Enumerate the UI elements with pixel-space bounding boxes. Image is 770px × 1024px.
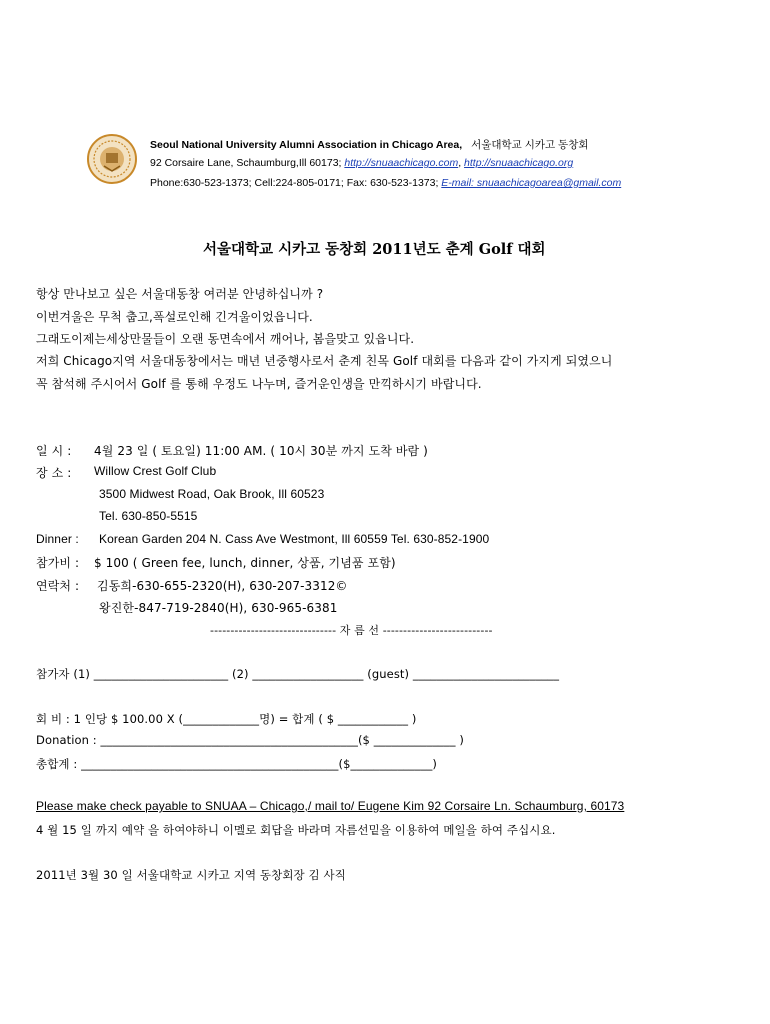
- fee-value: $ 100 ( Green fee, lunch, dinner, 상품, 기념품 포함): [94, 556, 396, 570]
- payable-instructions: Please make check payable to SNUAA – Chicago,/ mail to/ Eugene Kim 92 Corsaire Ln. Schaumburg, 60173: [36, 799, 625, 813]
- total-line: 총합계 : ____________________________________________($______________): [36, 757, 438, 771]
- participants-line: 참가자 (1) _______________________ (2) ___________________ (guest) _________________________: [36, 667, 560, 681]
- intro-line-4: 저희 Chicago지역 서울대동창에서는 매년 년중행사로서 춘계 친목 Golf 대회를 다음과 같이 가지게 되였으니: [36, 354, 613, 368]
- intro-line-5: 꼭 참석해 주시어서 Golf 를 통해 우정도 나누며, 즐거운인생을 만끽하시기 바랍니다.: [36, 377, 482, 391]
- intro-line-1: 항상 만나보고 싶은 서울대동창 여러분 안녕하십니까 ?: [36, 287, 324, 301]
- fee-label: 참가비 :: [36, 556, 80, 570]
- website-link-org[interactable]: http://snuaachicago.org: [464, 157, 574, 169]
- contact-line-2: 왕진한-847-719-2840(H), 630-965-6381: [99, 601, 338, 615]
- org-korean-name: 서울대학교 시카고 동창회: [471, 139, 589, 151]
- header-address-line: [150, 157, 573, 169]
- place-label: 장 소 :: [36, 466, 72, 480]
- place-telephone: Tel. 630-850-5515: [99, 509, 198, 523]
- document-title: 서울대학교 시카고 동창회 2011년도 춘계 Golf 대회: [203, 241, 546, 258]
- dinner-value: Korean Garden 204 N. Cass Ave Westmont, Ill 60559 Tel. 630-852-1900: [99, 532, 490, 546]
- website-link-com[interactable]: http://snuaachicago.com: [344, 157, 459, 169]
- university-seal-logo: [86, 133, 138, 185]
- phone-fax-text: Phone:630-523-1373; Cell:224-805-0171; Fax: 630-523-1373;: [150, 177, 442, 189]
- org-name: Seoul National University Alumni Association in Chicago Area,: [150, 139, 463, 151]
- intro-line-2: 이번겨울은 무척 춥고,폭설로인해 긴겨울이었읍니다.: [36, 310, 313, 324]
- date-value: 4월 23 일 ( 토요일) 11:00 AM. ( 10시 30분 까지 도착 바람 ): [94, 444, 428, 458]
- fee-calc-line: 회 비 : 1 인당 $ 100.00 X (_____________명) = 합계 ( $ ____________ ): [36, 712, 417, 726]
- contact-line-1: 김동희-630-655-2320(H), 630-207-3312©: [97, 579, 348, 593]
- header-contact-line: [150, 177, 621, 189]
- signature-line: 2011년 3월 30 일 서울대학교 시카고 지역 동창회장 김 사직: [36, 868, 346, 882]
- deadline-notice: 4 월 15 일 까지 예약 을 하여야하니 이멜로 회답을 바라며 자름선밑을 이용하여 메일을 하여 주십시요.: [36, 823, 556, 837]
- intro-line-3: 그래도이제는세상만물들이 오랜 동면속에서 깨어나, 봄을맞고 있읍니다.: [36, 332, 415, 346]
- email-link[interactable]: E-mail: snuaachicagoarea@gmail.com: [441, 177, 622, 189]
- address-text: 92 Corsaire Lane, Schaumburg,Ill 60173;: [150, 157, 345, 169]
- place-address: 3500 Midwest Road, Oak Brook, Ill 60523: [99, 487, 325, 501]
- date-label: 일 시 :: [36, 444, 72, 458]
- header-org-line: [150, 137, 589, 152]
- place-name: Willow Crest Golf Club: [94, 464, 217, 478]
- dinner-label: Dinner :: [36, 532, 79, 546]
- link-separator: ,: [458, 157, 465, 169]
- cut-line: ------------------------------- 자 름 선 ---------------------------: [210, 624, 493, 637]
- donation-line: Donation : ____________________________________________($ ______________ ): [36, 733, 464, 747]
- contact-label: 연락처 :: [36, 579, 80, 593]
